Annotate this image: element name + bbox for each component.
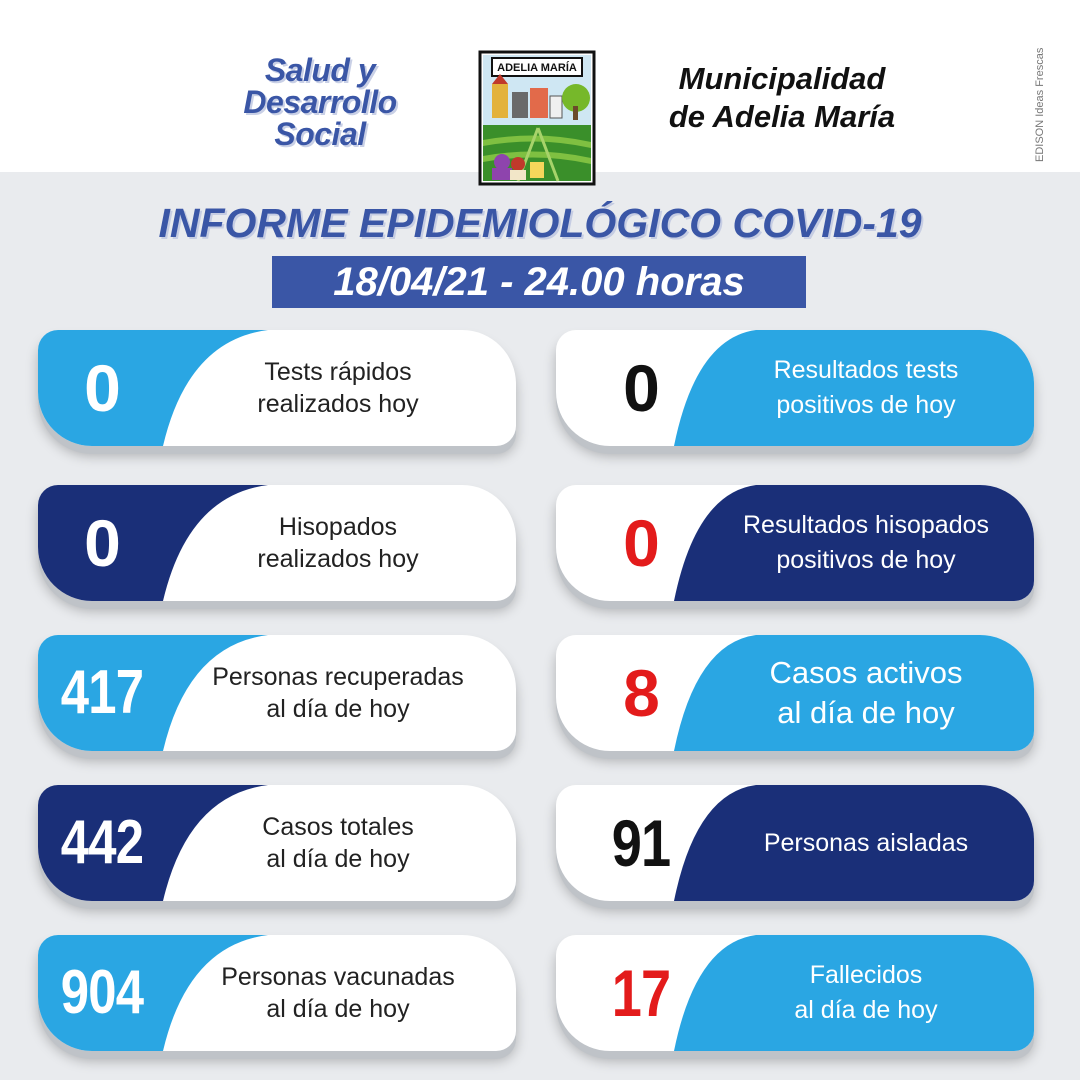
left-stat-card	[38, 485, 516, 601]
department-name: Salud y Desarrollo Social	[243, 52, 397, 152]
right-stat-card	[556, 485, 1034, 601]
stat-value: 904	[60, 958, 144, 1027]
watermark-text: EDISON Ideas Frescas	[1034, 47, 1046, 162]
stat-value: 17	[611, 956, 671, 1030]
stat-value: 0	[623, 506, 659, 580]
stat-value: 8	[623, 656, 659, 730]
stat-label: Hisopados realizados hoy	[257, 513, 419, 573]
logo-text: ADELIA MARÍA	[497, 62, 577, 74]
stat-value: 0	[84, 351, 120, 425]
header	[0, 0, 1080, 172]
stat-label: Resultados tests positivos de hoy	[773, 356, 959, 419]
stat-value: 442	[60, 808, 144, 877]
stat-label: Personas aisladas	[763, 828, 969, 857]
stat-label: Personas vacunadas al día de hoy	[221, 963, 455, 1023]
stat-value: 417	[60, 658, 144, 727]
stat-value: 0	[623, 351, 659, 425]
stat-label: Personas recuperadas al día de hoy	[212, 663, 464, 723]
report-date: 18/04/21 - 24.00 horas	[272, 256, 806, 308]
report-title: INFORME EPIDEMIOLÓGICO COVID-19	[158, 200, 922, 246]
stat-label: Tests rápidos realizados hoy	[257, 358, 419, 418]
left-stat-card	[38, 635, 516, 751]
stat-label: Resultados hisopados positivos de hoy	[743, 511, 989, 574]
left-stat-card	[38, 330, 516, 446]
municipal-logo	[478, 50, 596, 186]
municipality-name: Municipalidad de Adelia María	[668, 61, 896, 134]
right-stat-card	[556, 935, 1034, 1051]
stat-value: 0	[84, 506, 120, 580]
right-stat-card	[556, 330, 1034, 446]
right-stat-card	[556, 635, 1034, 751]
right-stat-card	[556, 785, 1034, 901]
left-stat-card	[38, 935, 516, 1051]
stat-value: 91	[611, 806, 671, 880]
stat-label: Casos totales al día de hoy	[262, 813, 414, 873]
stat-label: Fallecidos al día de hoy	[794, 961, 938, 1024]
stat-label: Casos activos al día de hoy	[769, 655, 963, 730]
left-stat-card	[38, 785, 516, 901]
